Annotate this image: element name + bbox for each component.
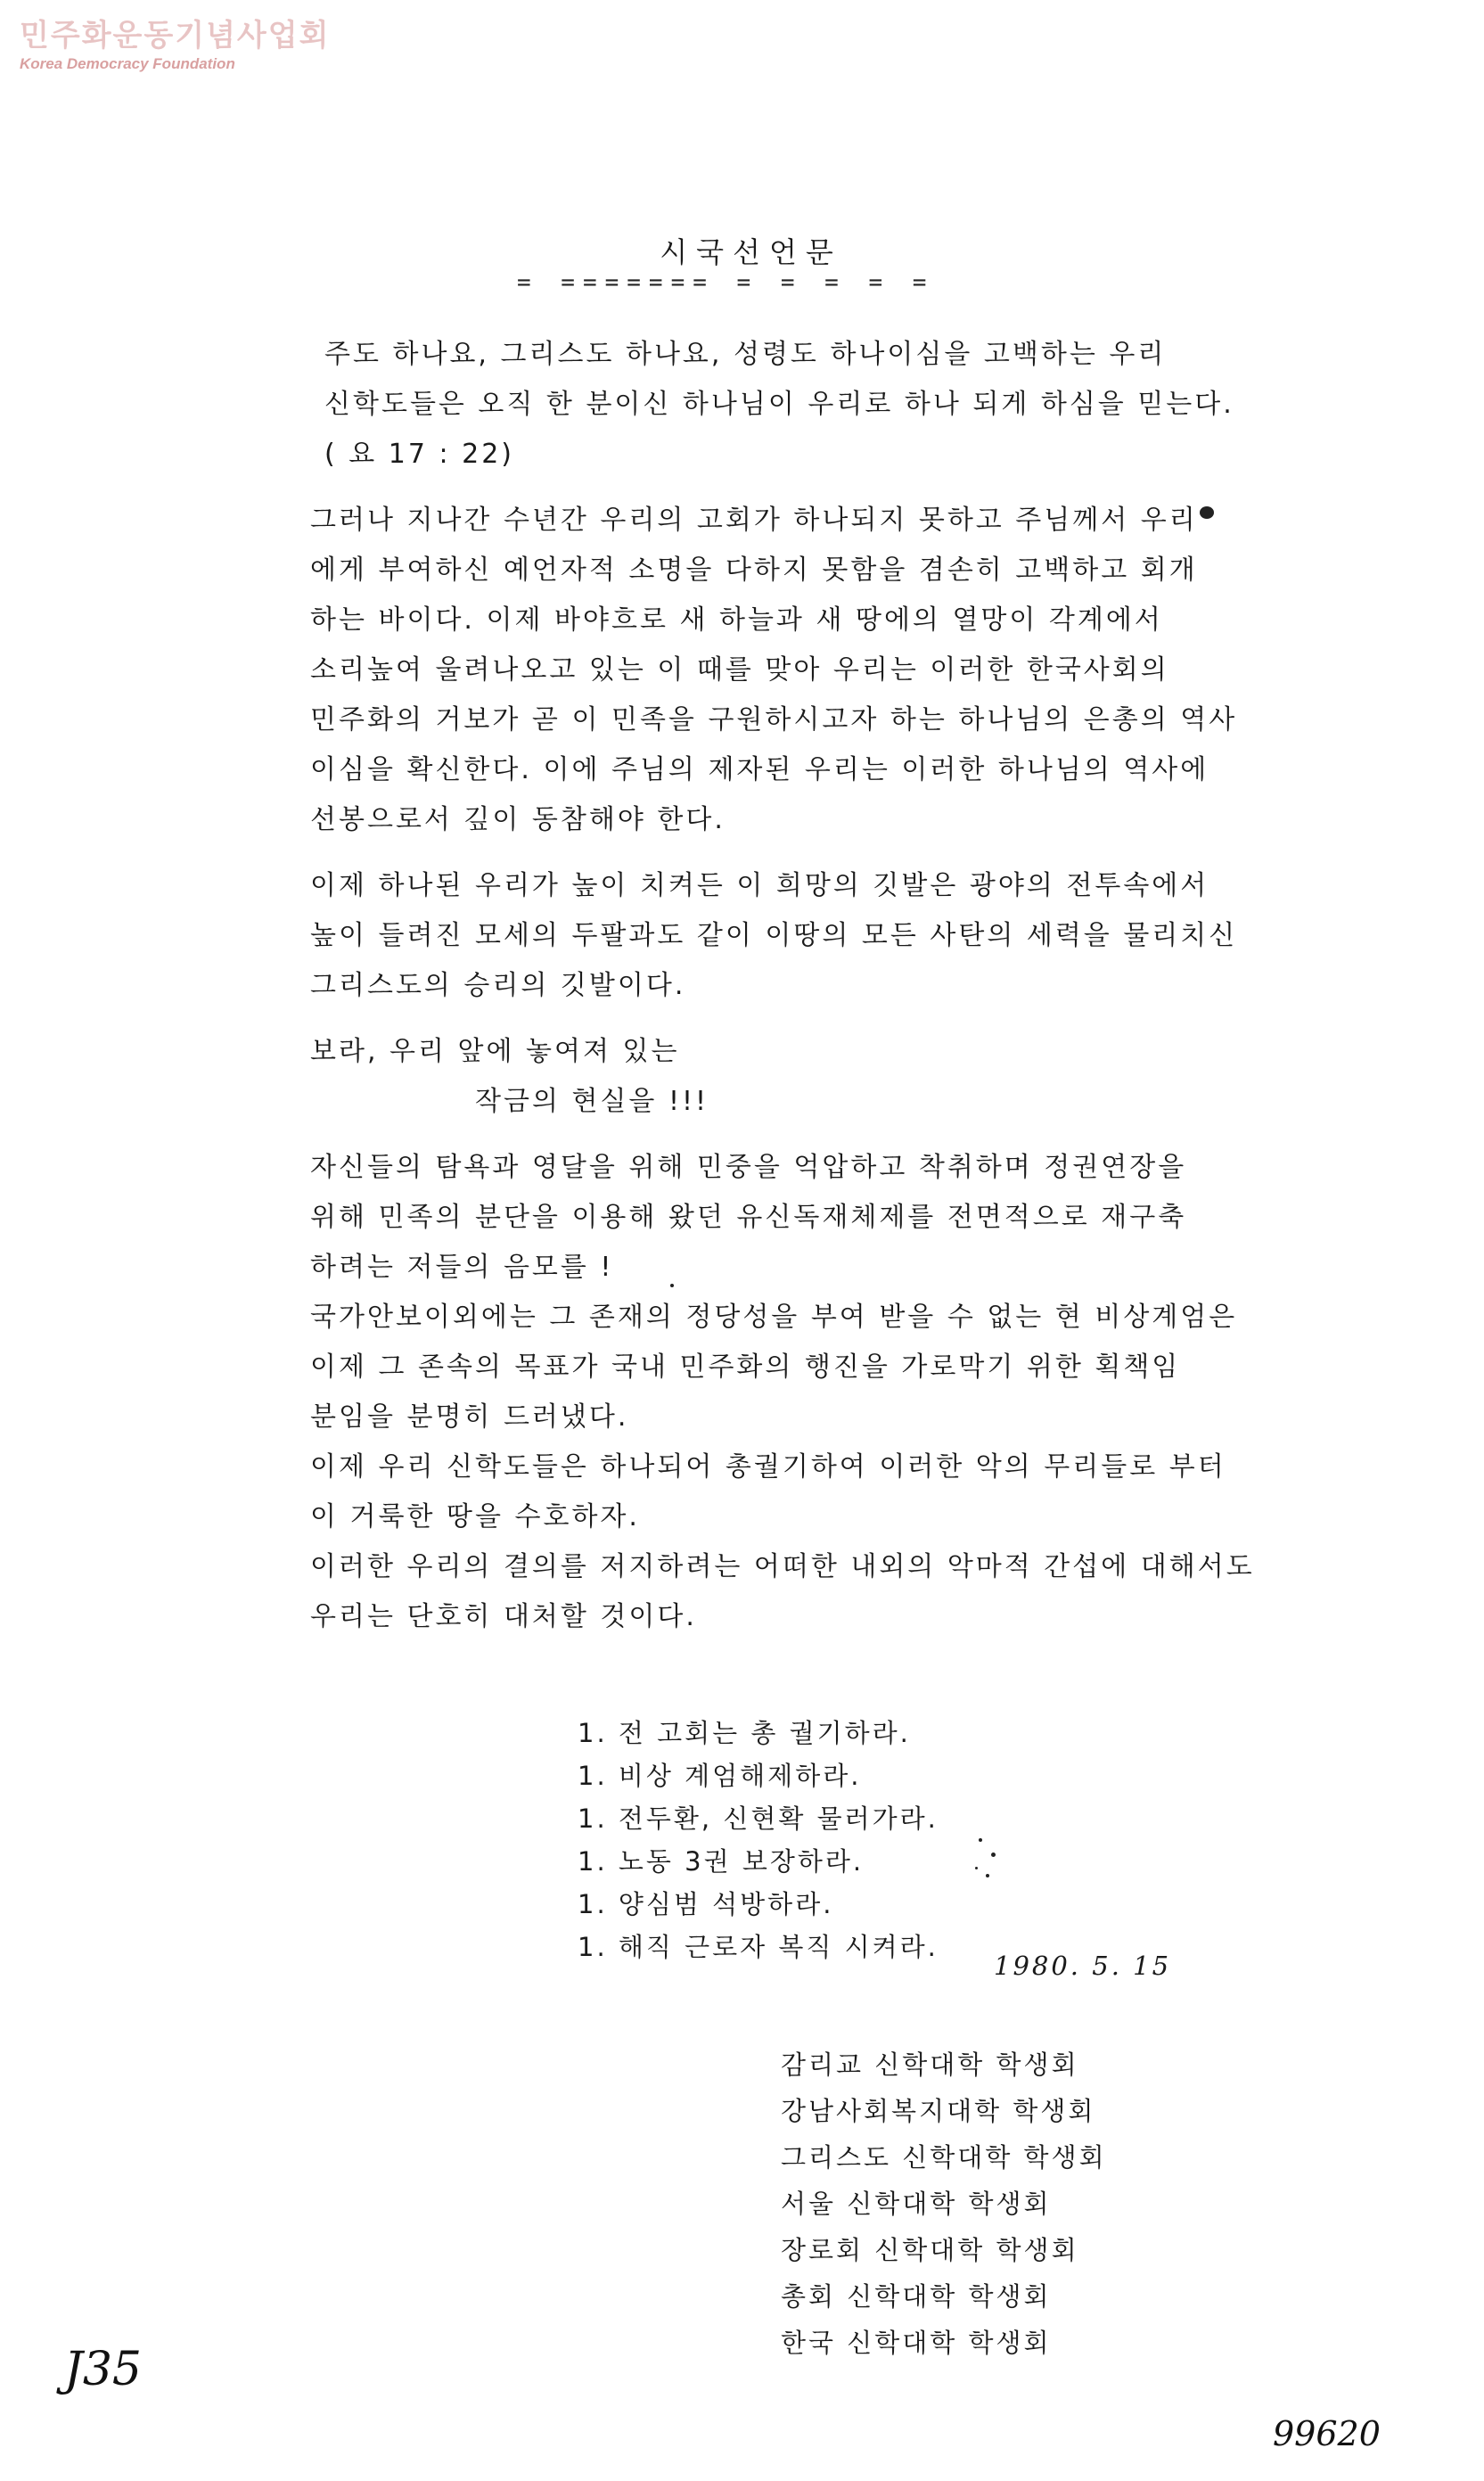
text-line: 이 거룩한 땅을 수호하자. xyxy=(310,1501,640,1532)
demand-item: 1. 노동 3권 보장하라. xyxy=(578,1846,865,1877)
paragraph-3 xyxy=(310,861,1291,1011)
text-line: 이러한 우리의 결의를 저지하려는 어떠한 내외의 악마적 간섭에 대해서도 xyxy=(310,1551,1255,1582)
text-line: 높이 들려진 모세의 두팔과도 같이 이땅의 모든 사탄의 세력을 물리치신 xyxy=(310,920,1238,951)
watermark-english: Korea Democracy Foundation xyxy=(20,55,235,72)
ink-speck xyxy=(975,1867,978,1869)
document-title: 시국선언문 xyxy=(660,235,842,269)
emphasis-line: 작금의 현실을 !!! xyxy=(475,1086,709,1117)
signer-item: 장로회 신학대학 학생회 xyxy=(781,2235,1079,2265)
signer-item: 감리교 신학대학 학생회 xyxy=(781,2050,1079,2080)
ink-speck xyxy=(991,1853,996,1857)
signer-item: 그리스도 신학대학 학생회 xyxy=(781,2142,1107,2173)
signers-list xyxy=(781,2041,1107,2366)
title-underline: = ======= = = = = = xyxy=(517,269,935,296)
demand-item: 1. 해직 근로자 복직 시켜라. xyxy=(578,1932,939,1962)
text-line: 이제 우리 신학도들은 하나되어 총궐기하여 이러한 악의 무리들로 부터 xyxy=(310,1451,1226,1483)
ink-speck xyxy=(670,1284,674,1287)
ink-speck xyxy=(979,1838,982,1842)
paragraph-5 xyxy=(310,1143,1291,1642)
text-line: 국가안보이외에는 그 존재의 정당성을 부여 받을 수 없는 현 비상계엄은 xyxy=(310,1302,1238,1333)
demands-list xyxy=(578,1712,939,1968)
watermark-logo xyxy=(20,18,330,73)
text-line: 주도 하나요, 그리스도 하나요, 성령도 하나이심을 고백하는 우리 xyxy=(324,339,1167,370)
ink-speck xyxy=(986,1874,989,1877)
text-line: 하는 바이다. 이제 바야흐로 새 하늘과 새 땅에의 열망이 각계에서 xyxy=(310,604,1163,636)
signer-item: 한국 신학대학 학생회 xyxy=(781,2328,1052,2358)
text-line: 보라, 우리 앞에 놓여져 있는 xyxy=(310,1036,680,1067)
demand-item: 1. 양심범 석방하라. xyxy=(578,1889,834,1919)
paragraph-1 xyxy=(310,330,1291,480)
text-line: 이제 하나된 우리가 높이 치켜든 이 희망의 깃발은 광야의 전투속에서 xyxy=(310,870,1209,901)
text-line: 그리스도의 승리의 깃발이다. xyxy=(310,970,686,1001)
paragraph-2 xyxy=(310,496,1291,845)
signer-item: 강남사회복지대학 학생회 xyxy=(781,2096,1096,2126)
text-line: 하려는 저들의 음모를 ! xyxy=(310,1252,614,1283)
demand-item: 1. 전 고회는 총 궐기하라. xyxy=(578,1718,911,1748)
text-line: 에게 부여하신 예언자적 소명을 다하지 못함을 겸손히 고백하고 회개 xyxy=(310,555,1198,586)
text-line: 그러나 지나간 수년간 우리의 고회가 하나되지 못하고 주님께서 우리 xyxy=(310,505,1198,536)
document-body xyxy=(310,330,1291,1658)
demand-item: 1. 비상 계엄해제하라. xyxy=(578,1761,862,1791)
watermark-korean: 민주화운동기념사업회 xyxy=(20,18,331,53)
demand-item: 1. 전두환, 신현확 물러가라. xyxy=(578,1803,939,1834)
text-line: 위해 민족의 분단을 이용해 왔던 유신독재체제를 전면적으로 재구축 xyxy=(310,1202,1187,1233)
text-line: 선봉으로서 깊이 동참해야 한다. xyxy=(310,804,726,835)
paragraph-4 xyxy=(310,1027,1291,1127)
signer-item: 총회 신학대학 학생회 xyxy=(781,2281,1052,2312)
text-line: 소리높여 울려나오고 있는 이 때를 맞아 우리는 이러한 한국사회의 xyxy=(310,654,1169,686)
handwritten-mark-right: 99620 xyxy=(1273,2414,1381,2453)
document-date: 1980. 5. 15 xyxy=(994,1951,1172,1981)
text-line: 자신들의 탐욕과 영달을 위해 민중을 억압하고 착취하며 정권연장을 xyxy=(310,1152,1187,1183)
text-line: ( 요 17 : 22) xyxy=(324,439,514,470)
text-line: 우리는 단호히 대처할 것이다. xyxy=(310,1601,697,1632)
text-line: 신학도들은 오직 한 분이신 하나님이 우리로 하나 되게 하심을 믿는다. xyxy=(324,389,1234,420)
text-line: 이심을 확신한다. 이에 주님의 제자된 우리는 이러한 하나님의 역사에 xyxy=(310,754,1209,785)
text-line: 민주화의 거보가 곧 이 민족을 구원하시고자 하는 하나님의 은총의 역사 xyxy=(310,704,1238,735)
text-line: 이제 그 존속의 목표가 국내 민주화의 행진을 가로막기 위한 획책임 xyxy=(310,1351,1181,1383)
ink-speck xyxy=(1200,506,1214,519)
signer-item: 서울 신학대학 학생회 xyxy=(781,2189,1052,2219)
handwritten-mark-left: J35 xyxy=(64,2343,143,2396)
text-line: 분임을 분명히 드러냈다. xyxy=(310,1401,629,1433)
